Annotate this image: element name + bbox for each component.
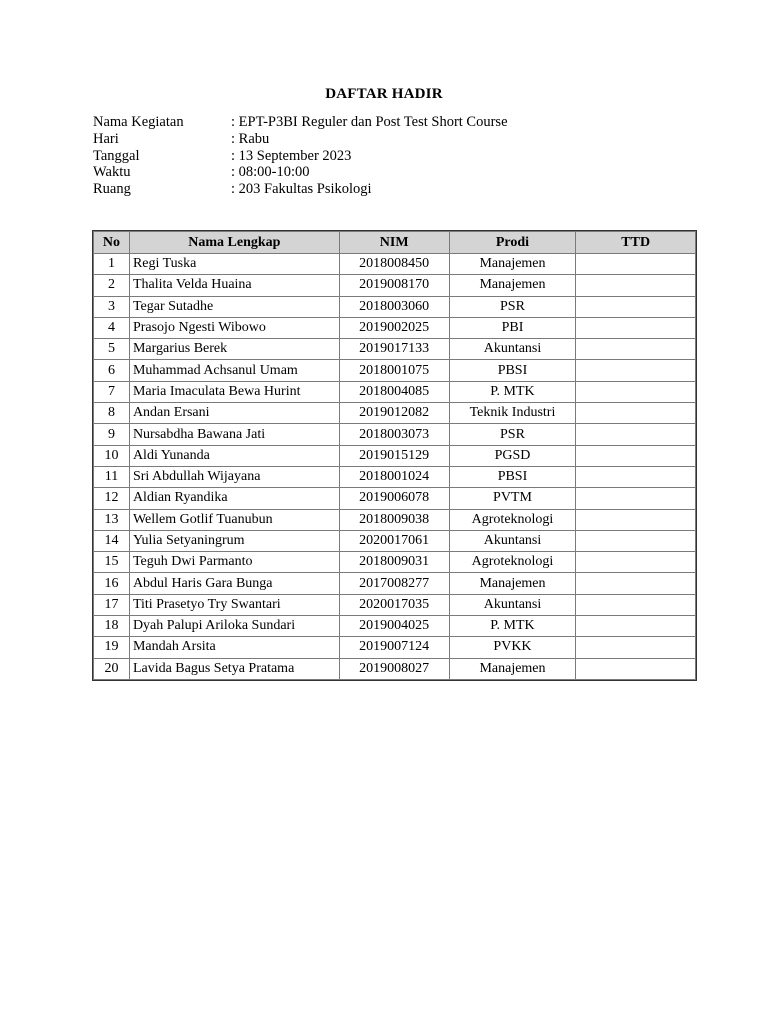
cell-name: Nursabdha Bawana Jati [129,424,339,445]
cell-prodi: Manajemen [449,658,576,679]
table-row [94,360,696,381]
cell-name: Prasojo Ngesti Wibowo [129,317,339,338]
info-value: : Rabu [231,130,270,147]
table-row [94,488,696,509]
cell-name: Dyah Palupi Ariloka Sundari [129,616,339,637]
cell-name: Yulia Setyaningrum [129,530,339,551]
cell-name: Abdul Haris Gara Bunga [129,573,339,594]
cell-name: Aldian Ryandika [129,488,339,509]
info-value: : EPT-P3BI Reguler dan Post Test Short Course [231,114,508,130]
table-row [94,616,696,637]
cell-nim: 2018003073 [339,424,449,445]
cell-nim: 2019008027 [339,658,449,679]
cell-signature [576,296,696,317]
cell-nim: 2018009038 [339,509,449,530]
info-label: Nama Kegiatan [93,114,184,130]
cell-name: Margarius Berek [129,339,339,360]
cell-no: 15 [94,552,130,573]
cell-signature [576,424,696,445]
table-row [94,530,696,551]
cell-prodi: PVTM [449,488,576,509]
column-header-name: Nama Lengkap [129,232,339,254]
attendance-table [93,231,696,680]
table-row [94,466,696,487]
cell-prodi: Akuntansi [449,530,576,551]
cell-prodi: Agroteknologi [449,509,576,530]
cell-prodi: PGSD [449,445,576,466]
cell-no: 20 [94,658,130,679]
table-row [94,445,696,466]
cell-name: Muhammad Achsanul Umam [129,360,339,381]
cell-nim: 2020017035 [339,594,449,615]
cell-signature [576,573,696,594]
cell-name: Andan Ersani [129,403,339,424]
table-row [94,552,696,573]
cell-name: Maria Imaculata Bewa Hurint [129,381,339,402]
cell-nim: 2020017061 [339,530,449,551]
cell-nim: 2019007124 [339,637,449,658]
info-row-date [93,148,508,165]
info-row-time [93,164,508,181]
cell-nim: 2019008170 [339,275,449,296]
cell-signature [576,466,696,487]
cell-nim: 2018001075 [339,360,449,381]
cell-prodi: PBI [449,317,576,338]
cell-name: Sri Abdullah Wijayana [129,466,339,487]
cell-name: Wellem Gotlif Tuanubun [129,509,339,530]
cell-name: Tegar Sutadhe [129,296,339,317]
cell-no: 18 [94,616,130,637]
column-header-nim: NIM [339,232,449,254]
cell-signature [576,360,696,381]
cell-no: 13 [94,509,130,530]
cell-no: 3 [94,296,130,317]
table-row [94,573,696,594]
column-header-prodi: Prodi [449,232,576,254]
cell-no: 1 [94,254,130,275]
cell-signature [576,530,696,551]
cell-signature [576,403,696,424]
cell-nim: 2018003060 [339,296,449,317]
cell-signature [576,381,696,402]
cell-nim: 2018009031 [339,552,449,573]
cell-no: 2 [94,275,130,296]
cell-signature [576,317,696,338]
info-value: : 08:00-10:00 [231,164,310,181]
cell-signature [576,488,696,509]
table-row [94,637,696,658]
info-label: Tanggal [93,147,140,164]
cell-signature [576,658,696,679]
cell-nim: 2019017133 [339,339,449,360]
cell-prodi: P. MTK [449,381,576,402]
cell-signature [576,509,696,530]
cell-prodi: Teknik Industri [449,403,576,424]
cell-prodi: Manajemen [449,573,576,594]
info-row-event-name [93,114,508,131]
cell-nim: 2018001024 [339,466,449,487]
info-label: Waktu [93,164,131,181]
cell-name: Aldi Yunanda [129,445,339,466]
cell-no: 7 [94,381,130,402]
cell-no: 9 [94,424,130,445]
cell-prodi: Agroteknologi [449,552,576,573]
cell-prodi: PSR [449,296,576,317]
cell-nim: 2017008277 [339,573,449,594]
table-row [94,296,696,317]
cell-nim: 2019006078 [339,488,449,509]
table-row [94,381,696,402]
cell-no: 6 [94,360,130,381]
table-row [94,403,696,424]
cell-prodi: PVKK [449,637,576,658]
cell-signature [576,275,696,296]
cell-no: 4 [94,317,130,338]
table-body [94,254,696,680]
cell-no: 8 [94,403,130,424]
cell-signature [576,594,696,615]
cell-name: Titi Prasetyo Try Swantari [129,594,339,615]
cell-no: 5 [94,339,130,360]
cell-name: Teguh Dwi Parmanto [129,552,339,573]
cell-name: Lavida Bagus Setya Pratama [129,658,339,679]
table-row [94,317,696,338]
cell-signature [576,339,696,360]
cell-nim: 2019004025 [339,616,449,637]
info-value: : 203 Fakultas Psikologi [231,181,372,198]
cell-nim: 2018008450 [339,254,449,275]
cell-no: 16 [94,573,130,594]
info-label: Ruang [93,181,131,198]
table-row [94,594,696,615]
cell-no: 11 [94,466,130,487]
cell-name: Regi Tuska [129,254,339,275]
cell-prodi: PBSI [449,360,576,381]
table-row [94,254,696,275]
info-row-room [93,181,508,198]
cell-nim: 2018004085 [339,381,449,402]
table-row [94,339,696,360]
cell-signature [576,616,696,637]
cell-prodi: PBSI [449,466,576,487]
column-header-signature: TTD [576,232,696,254]
table-header-row [94,232,696,254]
event-info-block [93,114,508,198]
cell-no: 17 [94,594,130,615]
table-row [94,509,696,530]
info-label: Hari [93,130,119,147]
cell-nim: 2019012082 [339,403,449,424]
cell-prodi: Manajemen [449,254,576,275]
cell-name: Mandah Arsita [129,637,339,658]
cell-no: 14 [94,530,130,551]
document-title: DAFTAR HADIR [325,86,443,102]
cell-name: Thalita Velda Huaina [129,275,339,296]
cell-signature [576,254,696,275]
cell-no: 19 [94,637,130,658]
cell-no: 12 [94,488,130,509]
table-row [94,658,696,679]
cell-signature [576,445,696,466]
table-row [94,275,696,296]
cell-prodi: PSR [449,424,576,445]
cell-prodi: Akuntansi [449,594,576,615]
cell-prodi: Manajemen [449,275,576,296]
info-row-day [93,131,508,148]
table-row [94,424,696,445]
info-value: : 13 September 2023 [231,147,352,164]
cell-nim: 2019002025 [339,317,449,338]
cell-nim: 2019015129 [339,445,449,466]
cell-signature [576,637,696,658]
cell-no: 10 [94,445,130,466]
column-header-no: No [94,232,130,254]
cell-prodi: Akuntansi [449,339,576,360]
cell-prodi: P. MTK [449,616,576,637]
cell-signature [576,552,696,573]
